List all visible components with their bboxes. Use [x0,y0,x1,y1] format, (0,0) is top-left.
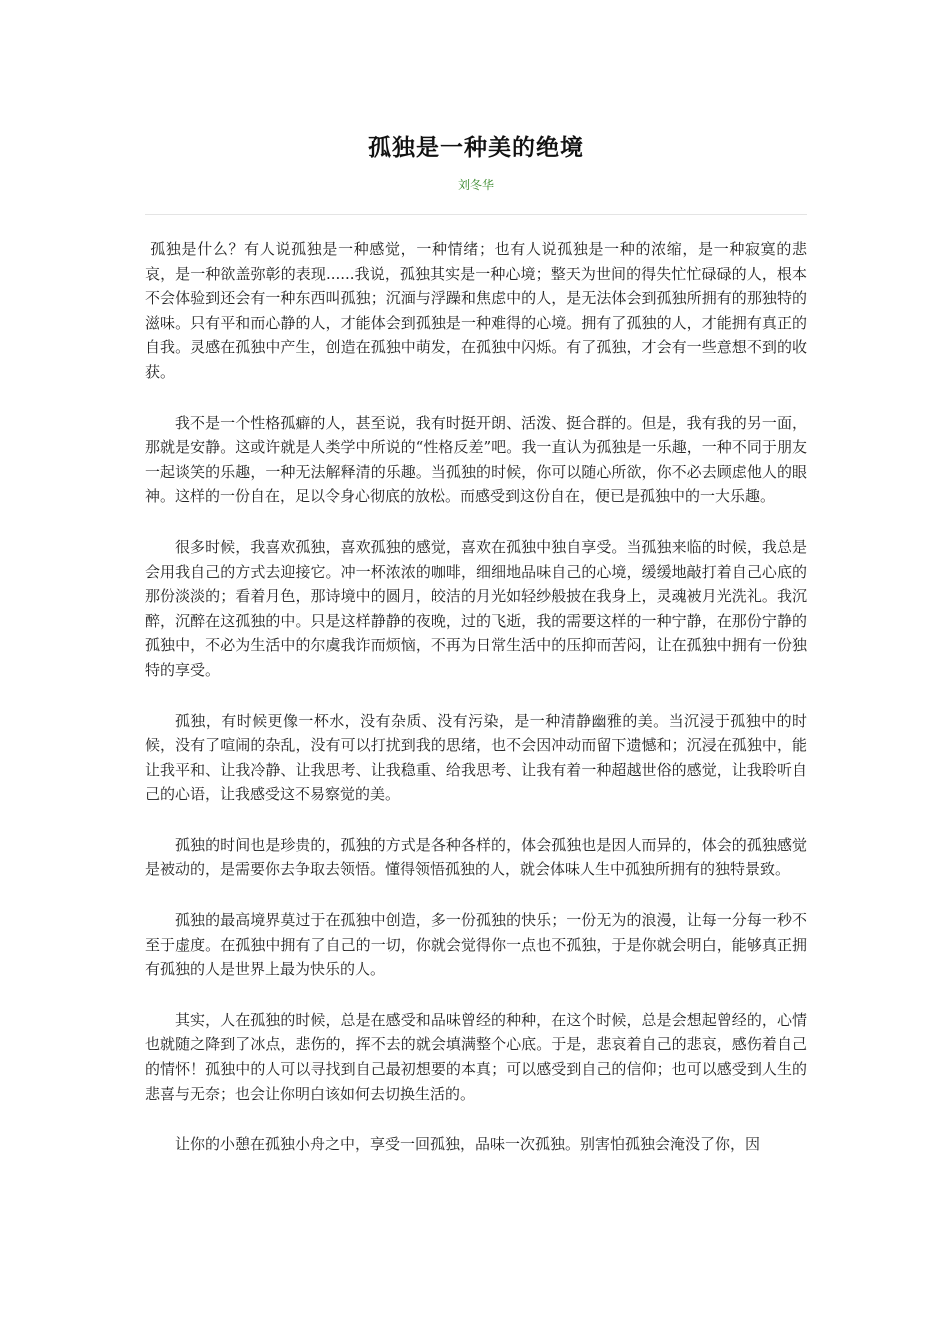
title-divider [145,214,807,215]
paragraph: 其实，人在孤独的时候，总是在感受和品味曾经的种种，在这个时候，总是会想起曾经的，心情也就随之降到了冰点，悲伤的，挥不去的就会填满整个心底。于是，悲哀着自己的悲哀，感伤着自己的情怀！孤独中的人可以寻找到自己最初想要的本真；可以感受到自己的信仰；也可以感受到人生的悲喜与无奈；也会让你明白该如何去切换生活的。 [145,1010,807,1103]
article-author: 刘冬华 [457,178,494,192]
paragraph: 孤独的时间也是珍贵的，孤独的方式是各种各样的，体会孤独也是因人而异的，体会的孤独感觉是被动的，是需要你去争取去领悟。懂得领悟孤独的人，就会体味人生中孤独所拥有的独特景致。 [145,835,807,879]
paragraph: 孤独是什么？有人说孤独是一种感觉，一种情绪；也有人说孤独是一种的浓缩，是一种寂寞的悲哀，是一种欲盖弥彰的表现......我说，孤独其实是一种心境；整天为世间的得失忙忙碌碌的人，根本不会体验到还会有一种东西叫孤独；沉湎与浮躁和焦虑中的人，是无法体会到孤独所拥有的那独特的滋味。只有平和而心静的人，才能体会到孤独是一种难得的心境。拥有了孤独的人，才能拥有真正的自我。灵感在孤独中产生，创造在孤独中萌发，在孤独中闪烁。有了孤独，才会有一些意想不到的收获。 [145,240,807,381]
article-title: 孤独是一种美的绝境 [368,134,584,161]
paragraph: 很多时候，我喜欢孤独，喜欢孤独的感觉，喜欢在孤独中独自享受。当孤独来临的时候，我总是会用我自己的方式去迎接它。冲一杯浓浓的咖啡，细细地品味自己的心境，缓缓地敲打着自己心底的那份淡淡的；看着月色，那诗境中的圆月，皎洁的月光如轻纱般披在我身上，灵魂被月光洗礼。我沉醉，沉醉在这孤独的中。只是这样静静的夜晚，过的飞逝，我的需要这样的一种宁静，在那份宁静的孤独中，不必为生活中的尔虞我诈而烦恼，不再为日常生活中的压抑而苦闷，让在孤独中拥有一份独特的享受。 [145,537,807,679]
paragraph: 让你的小憩在孤独小舟之中，享受一回孤独，品味一次孤独。别害怕孤独会淹没了你，因 [175,1135,761,1154]
document-page [145,128,807,1183]
paragraph: 孤独，有时候更像一杯水，没有杂质、没有污染，是一种清静幽雅的美。当沉浸于孤独中的时候，没有了喧闹的杂乱，没有可以打扰到我的思绪，也不会因冲动而留下遗憾和；沉浸在孤独中，能让我平和、让我冷静、让我思考、让我稳重、给我思考、让我有着一种超越世俗的感觉，让我聆听自己的心语，让我感受这不易察觉的美。 [145,711,807,804]
paragraph: 孤独的最高境界莫过于在孤独中创造，多一份孤独的快乐；一份无为的浪漫，让每一分每一秒不至于虚度。在孤独中拥有了自己的一切，你就会觉得你一点也不孤独，于是你就会明白，能够真正拥有孤独的人是世界上最为快乐的人。 [145,911,807,979]
paragraph: 我不是一个性格孤癖的人，甚至说，我有时挺开朗、活泼、挺合群的。但是，我有我的另一面，那就是安静。这或许就是人类学中所说的“性格反差”吧。我一直认为孤独是一乐趣，一种不同于朋友一起谈笑的乐趣，一种无法解释清的乐趣。当孤独的时候，你可以随心所欲，你不必去顾虑他人的眼神。这样的一份自在，足以令身心彻底的放松。而感受到这份自在，便已是孤独中的一大乐趣。 [145,413,807,506]
article-body [145,237,807,1157]
